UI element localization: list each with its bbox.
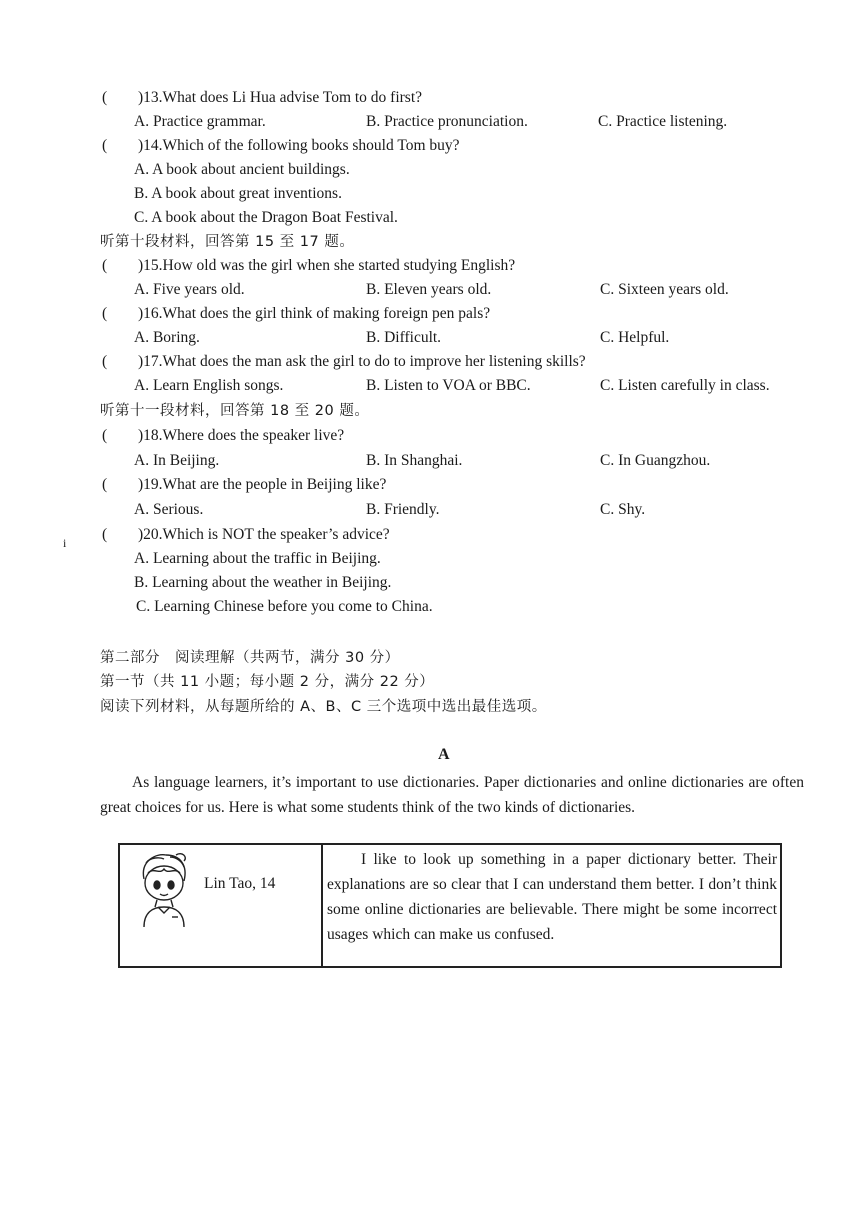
question-20: )20.Which is NOT the speaker’s advice? <box>138 526 390 543</box>
student-name: Lin Tao, 14 <box>204 875 276 892</box>
part-2-instructions: 阅读下列材料，从每题所给的 A、B、C 三个选项中选出最佳选项。 <box>100 699 547 715</box>
q13-option-c: C. Practice listening. <box>598 113 728 130</box>
q14-option-c: C. A book about the Dragon Boat Festival. <box>134 209 398 226</box>
question-14: )14.Which of the following books should Tom buy? <box>138 137 460 154</box>
paren-open: ( <box>102 526 108 543</box>
q15-option-c: C. Sixteen years old. <box>600 281 729 298</box>
paren-open: ( <box>102 89 108 106</box>
section-11-heading: 听第十一段材料，回答第 18 至 20 题。 <box>100 403 370 419</box>
q19-option-b: B. Friendly. <box>366 501 440 518</box>
q18-option-c: C. In Guangzhou. <box>600 452 711 469</box>
question-15: )15.How old was the girl when she started studying English? <box>138 257 516 274</box>
student-quote: I like to look up something in a paper dictionary better. Their explanations are so clear that I can understand them better. I don’t think some online dictionaries are believable. There might be some incorrect usages which can make us confused. <box>327 851 777 943</box>
q15-option-a: A. Five years old. <box>134 281 245 298</box>
part-2-title: 第二部分 阅读理解（共两节，满分 30 分） <box>100 650 400 666</box>
q20-option-a: A. Learning about the traffic in Beijing. <box>134 550 381 567</box>
q16-option-c: C. Helpful. <box>600 329 670 346</box>
margin-mark: i <box>63 536 67 550</box>
paren-open: ( <box>102 305 108 322</box>
question-18: )18.Where does the speaker live? <box>138 427 345 444</box>
q16-option-a: A. Boring. <box>134 329 200 346</box>
q17-option-c: C. Listen carefully in class. <box>600 377 770 394</box>
q19-option-c: C. Shy. <box>600 501 646 518</box>
q13-option-a: A. Practice grammar. <box>134 113 266 130</box>
q15-option-b: B. Eleven years old. <box>366 281 492 298</box>
paren-open: ( <box>102 137 108 154</box>
question-13: )13.What does Li Hua advise Tom to do first? <box>138 89 423 106</box>
part-2-subtitle: 第一节（共 11 小题；每小题 2 分，满分 22 分） <box>100 674 435 690</box>
question-19: )19.What are the people in Beijing like? <box>138 476 387 493</box>
q14-option-a: A. A book about ancient buildings. <box>134 161 350 178</box>
q17-option-b: B. Listen to VOA or BBC. <box>366 377 531 394</box>
question-16: )16.What does the girl think of making foreign pen pals? <box>138 305 491 322</box>
q17-option-a: A. Learn English songs. <box>134 377 284 394</box>
table-divider <box>321 845 323 966</box>
q20-option-b: B. Learning about the weather in Beijing. <box>134 574 392 591</box>
question-17: )17.What does the man ask the girl to do to improve her listening skills? <box>138 353 586 370</box>
paren-open: ( <box>102 427 108 444</box>
q14-option-b: B. A book about great inventions. <box>134 185 342 202</box>
q19-option-a: A. Serious. <box>134 501 204 518</box>
paren-open: ( <box>102 353 108 370</box>
q13-option-b: B. Practice pronunciation. <box>366 113 528 130</box>
q18-option-a: A. In Beijing. <box>134 452 220 469</box>
passage-label: A <box>438 746 450 763</box>
q18-option-b: B. In Shanghai. <box>366 452 463 469</box>
paren-open: ( <box>102 476 108 493</box>
paren-open: ( <box>102 257 108 274</box>
opinion-table <box>118 843 782 968</box>
q20-option-c: C. Learning Chinese before you come to China. <box>136 598 433 615</box>
section-10-heading: 听第十段材料，回答第 15 至 17 题。 <box>100 234 355 250</box>
passage-intro: As language learners, it’s important to use dictionaries. Paper dictionaries and online dictionaries are often great choices for us. Here is what some students think of the two kinds of dictionaries. <box>100 774 804 816</box>
q16-option-b: B. Difficult. <box>366 329 442 346</box>
student-cartoon-icon <box>130 849 194 929</box>
